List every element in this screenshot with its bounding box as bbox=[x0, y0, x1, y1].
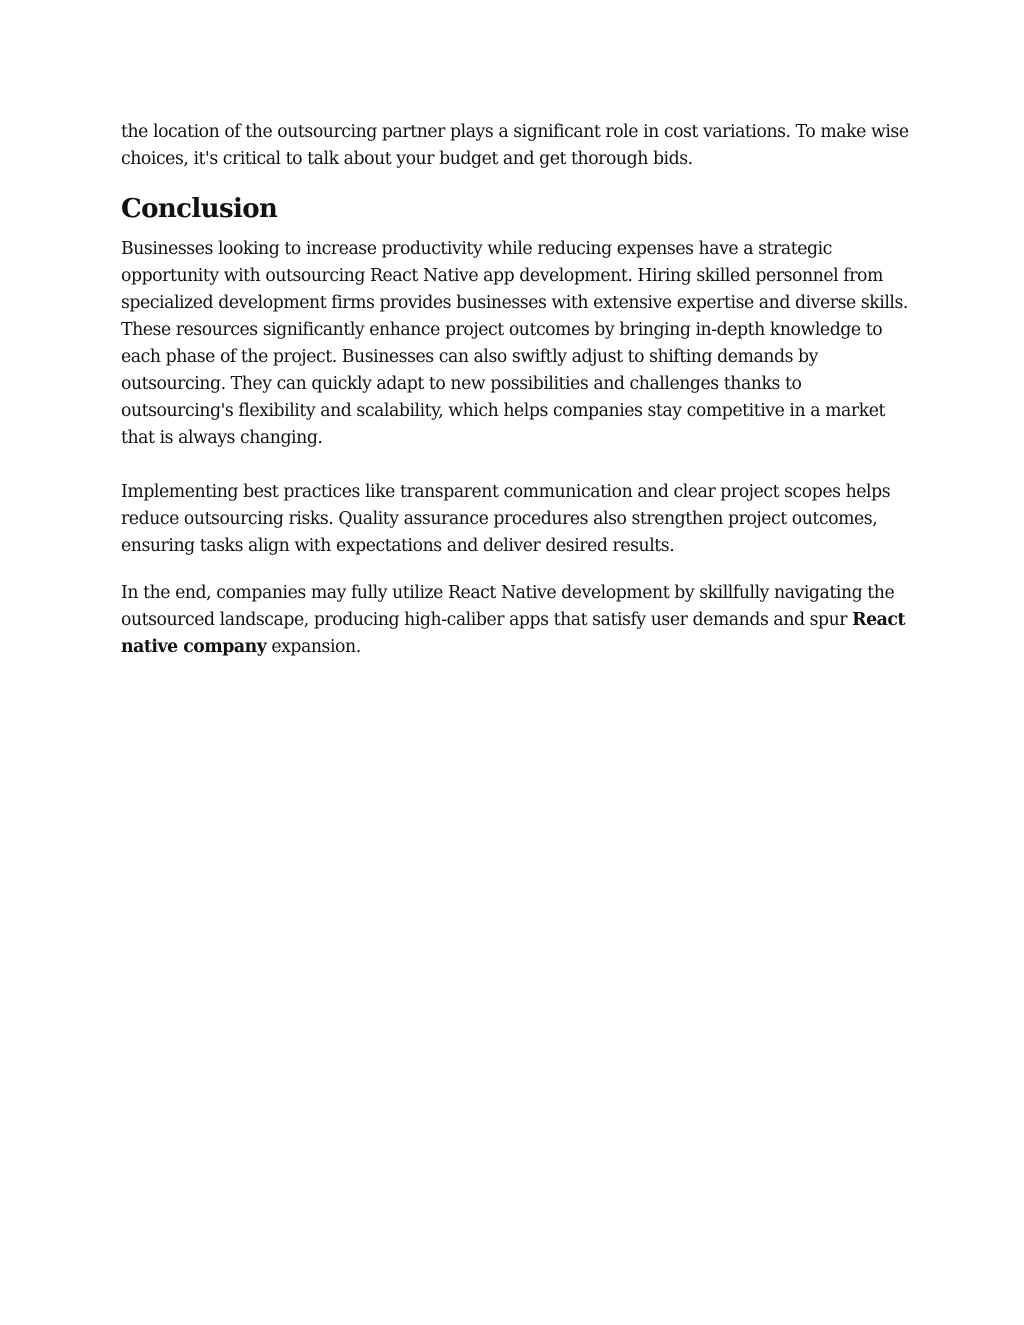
conclusion-paragraph-2: Implementing best practices like transparent communication and clear project scopes helps reduce outsourcing risks. Quality assurance procedures also strengthen project outcomes, ensuring tasks align with expectations and deliver desired results. bbox=[121, 482, 891, 556]
conclusion-heading: Conclusion bbox=[121, 194, 278, 224]
spacer bbox=[121, 173, 911, 192]
spacer bbox=[121, 560, 911, 580]
document-page bbox=[121, 119, 911, 661]
spacer bbox=[121, 452, 911, 479]
intro-paragraph: the location of the outsourcing partner plays a significant role in cost variations. To make wise choices, it's critical to talk about your budget and get thorough bids. bbox=[121, 122, 909, 169]
spacer bbox=[121, 226, 911, 236]
react-native-company-bold: React native company bbox=[121, 610, 905, 657]
paragraph-3-text-start: In the end, companies may fully utilize React Native development by skillfully navigating the outsourced landscape, producing high-caliber apps that satisfy user demands and spur bbox=[121, 583, 895, 630]
paragraph-3-text-end: expansion. bbox=[266, 637, 361, 657]
conclusion-paragraph-1: Businesses looking to increase productivity while reducing expenses have a strategic opportunity with outsourcing React Native app development. Hiring skilled personnel from specialized development firms provides businesses with extensive expertise and diverse skills. These resources significantly enhance project outcomes by bringing in-depth knowledge to each phase of the project. Businesses can also swiftly adjust to shifting demands by outsourcing. They can quickly adapt to new possibilities and challenges thanks to outsourcing's flexibility and scalability, which helps companies stay competitive in a market that is always changing. bbox=[121, 239, 908, 448]
conclusion-paragraph-3 bbox=[121, 580, 911, 661]
